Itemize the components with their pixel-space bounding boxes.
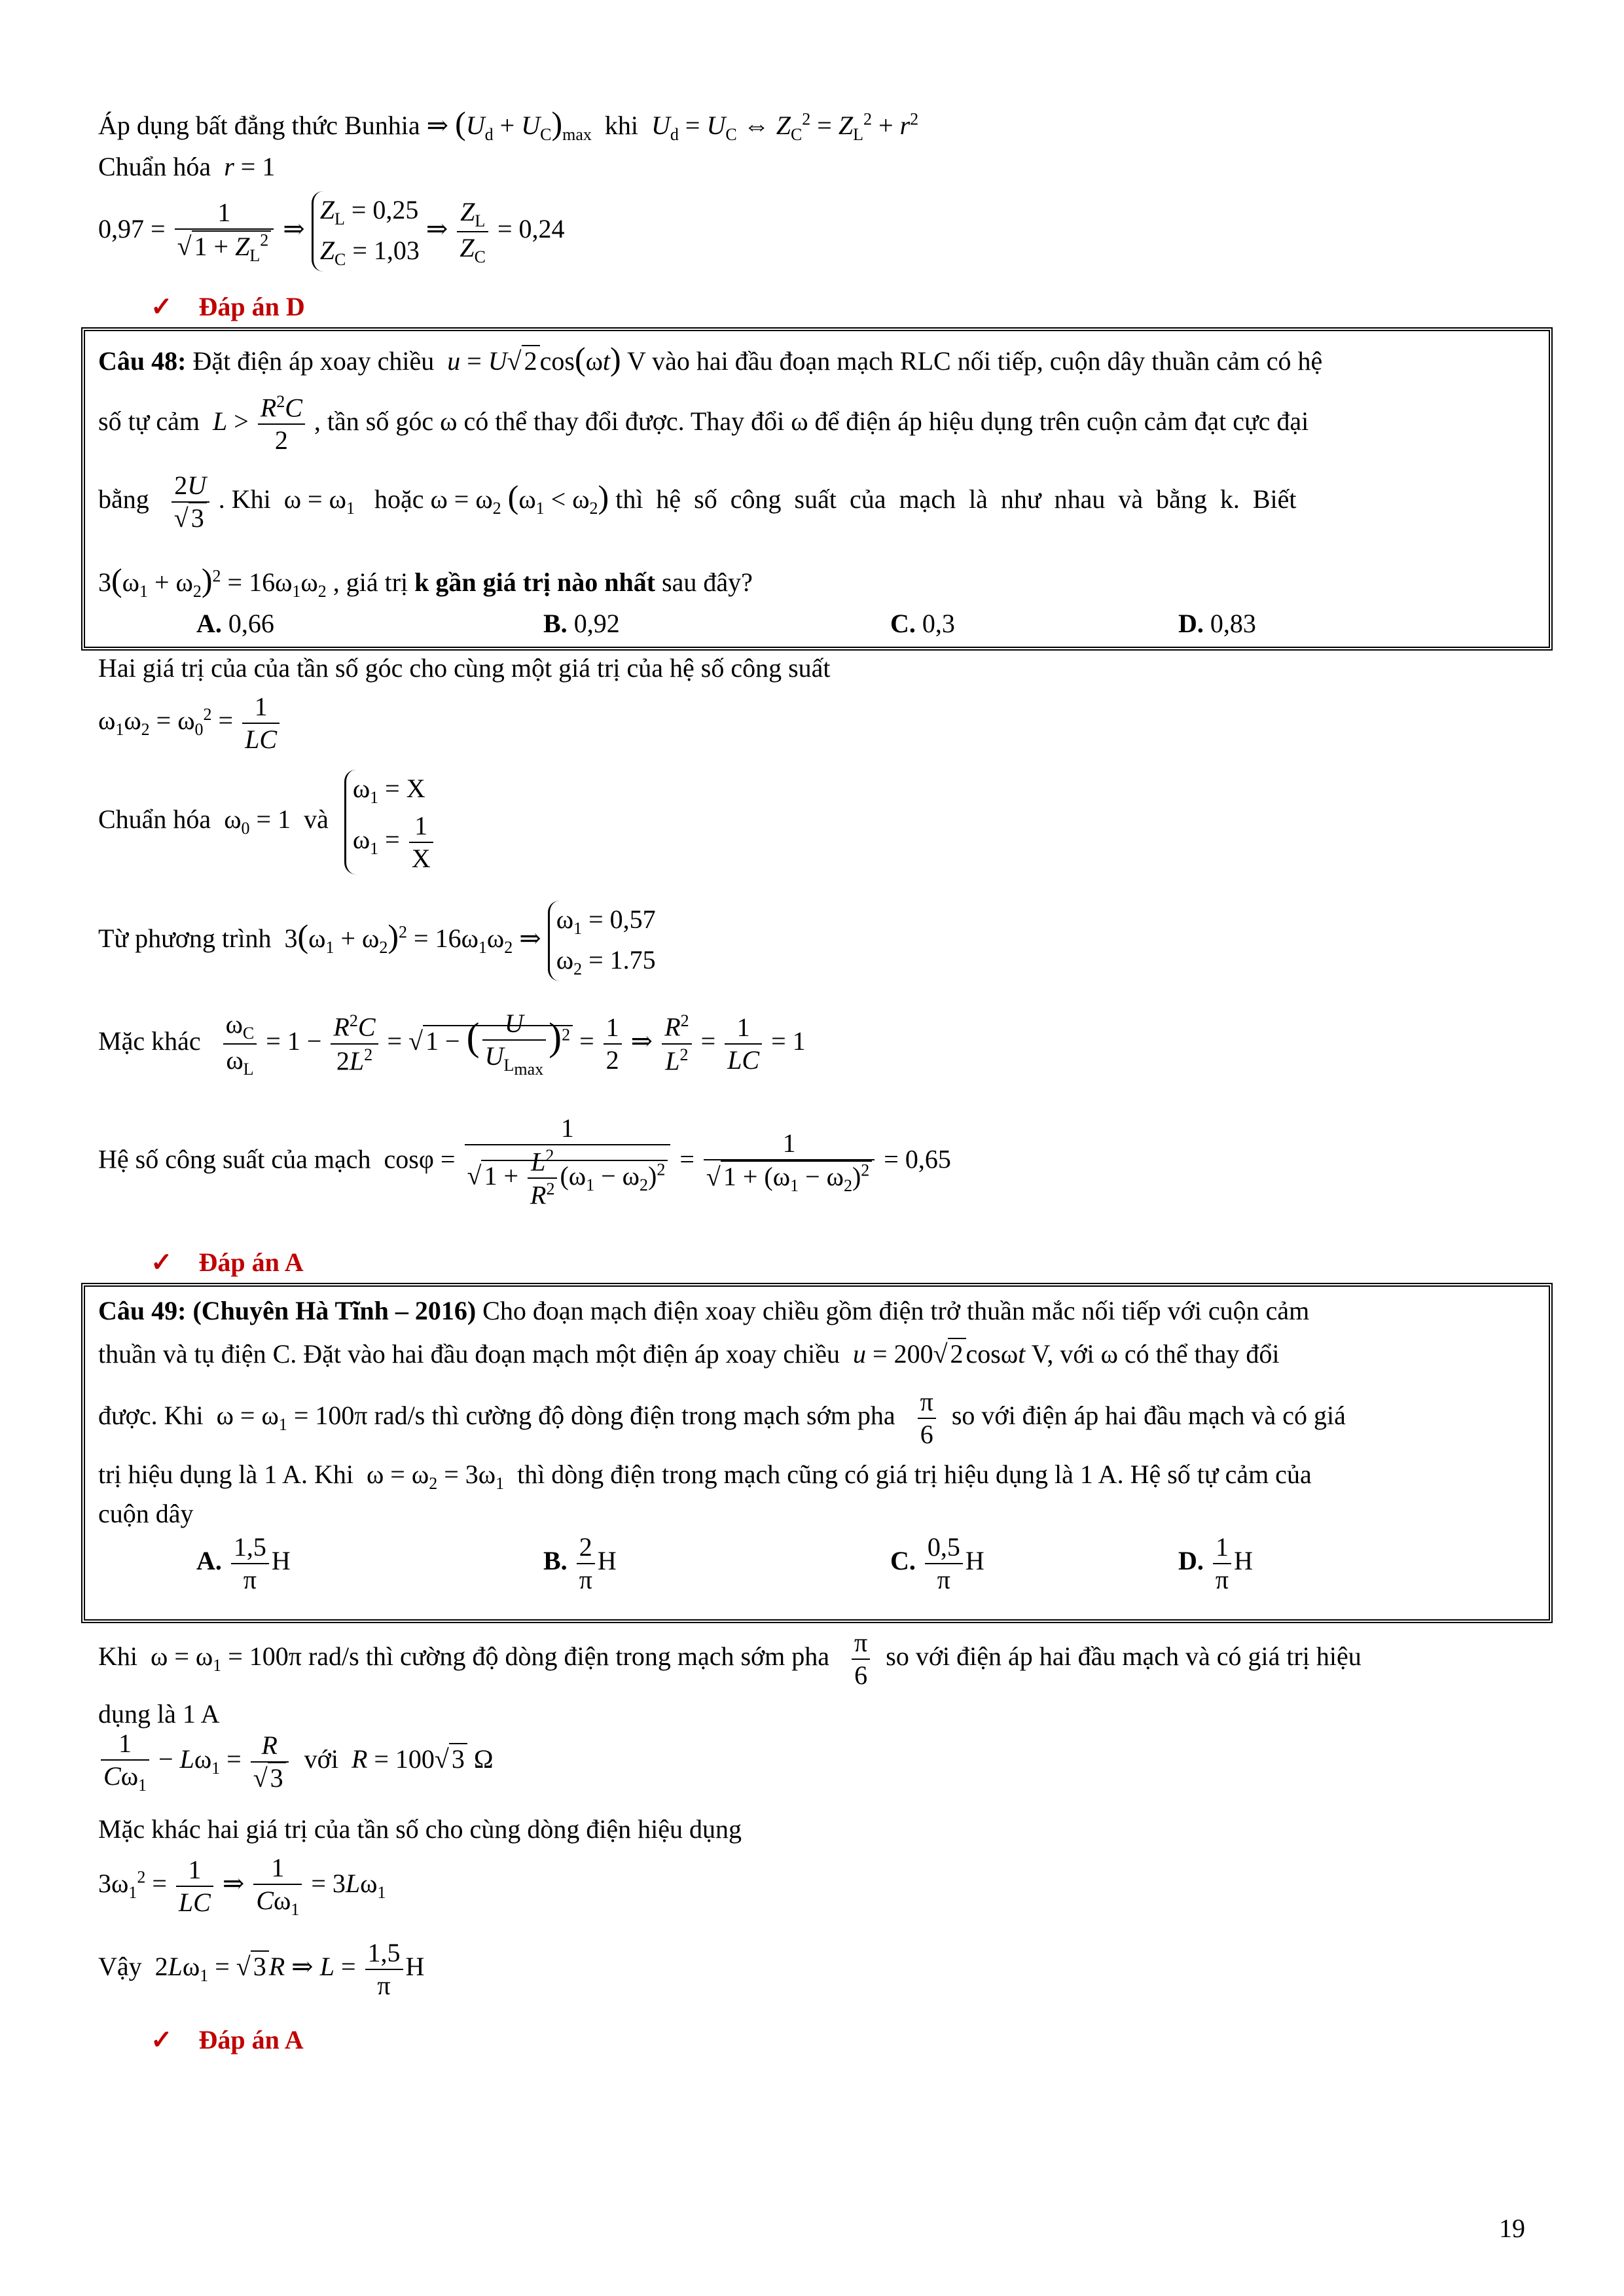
page-number: 19 — [1499, 2214, 1525, 2243]
sol49-line-2: dụng là 1 A — [98, 1699, 220, 1729]
intro-equation: 0,97 = $\frac{1}{√ 1 + Z_L^2}$ ⇒ $Z_L = 0,25$ $Z_C = 1,03$ ⇒ $\frac{Z_L}{Z_C}$ = 0,24 — [98, 191, 565, 272]
q49-line-4: trị hiệu dụng là 1 A. Khi $\omega = \omega_2 = 3\omega_1$ thì dòng điện trong mạch cũng có giá trị hiệu dụng là 1 A. Hệ số tự cảm của — [98, 1460, 1312, 1493]
sol49-answer — [151, 2025, 304, 2055]
sol49-line-1: Khi $\omega = \omega_1 = 100\pi$ rad/s thì cường độ dòng điện trong mạch sớm pha $\frac{\pi}{6}$ so với điện áp hai đầu mạch và có giá trị hiệu — [98, 1628, 1362, 1690]
sol48-line-4: Từ phương trình $3(\omega_1 + \omega_2)^2 = 16\omega_1\omega_2$ ⇒ $\omega_1 = 0,57$ $\omega_2 = 1.75$ — [98, 901, 656, 981]
sol48-line-6: Hệ số công suất của mạch cosφ = 1 √ 1 + $\frac{L^2}{R^2}$ $(\omega_1 - \omega_2)^2$ = $\frac{1}{√ 1 + (\omega_1 - \omega_2)^2}$ = 0,65 — [98, 1113, 951, 1210]
q48-line-3: bằng $\frac{2U}{√ 3}$ . Khi $\omega = \omega_1$ hoặc $\omega = \omega_2$ $(\omega_1 < \omega_2)$ thì hệ số công suất của mạch là như nhau và bằng k. Biết — [98, 471, 1297, 533]
sol48-line-2: $\omega_1\omega_2 = \omega_0^2$ = $\frac{1}{LC}$ — [98, 691, 282, 755]
sol48-line-1: Hai giá trị của của tần số góc cho cùng một giá trị của hệ số công suất — [98, 653, 831, 683]
q49-line-5: cuộn dây — [98, 1499, 194, 1528]
sol49-line-4: Mặc khác hai giá trị của tần số cho cùng dòng điện hiệu dụng — [98, 1814, 742, 1844]
question-49-box — [81, 1283, 1553, 1623]
q49-line-3: được. Khi $\omega = \omega_1 = 100\pi$ rad/s thì cường độ dòng điện trong mạch sớm pha $\frac{\pi}{6}$ so với điện áp hai đầu mạch và có giá — [98, 1387, 1346, 1449]
check-icon: ✓ — [151, 292, 173, 321]
q48-option-a: A. 0,66 — [196, 609, 274, 638]
q48-highlight: k gần giá trị nào nhất — [414, 567, 656, 597]
sol49-line-6: Vậy $2L\omega_1$ = √ 3 R ⇒ L = $\frac{1,5}{\pi}$ H — [98, 1938, 425, 2000]
q48-line-4: $3(\omega_1 + \omega_2)^2 = 16\omega_1\omega_2$ , giá trị k gần giá trị nào nhất sau đây? — [98, 562, 753, 601]
intro-line-2: Chuẩn hóa r = 1 — [98, 152, 276, 181]
q48-line-1: Câu 48: Đặt điện áp xoay chiều u = U√ 2 cos(ωt) V vào hai đầu đoạn mạch RLC nối tiếp, cuộn dây thuần cảm có hệ — [98, 340, 1323, 377]
intro-line-1: Áp dụng bất đẳng thức Bunhia ⇒ $(U_d + U_C)_{max}$ khi $U_d = U_C$ ⇔ $Z_C^2 = Z_L^2 + r^2$ — [98, 105, 919, 144]
answer-label: Đáp án A — [198, 1247, 304, 1277]
check-icon: ✓ — [151, 2025, 173, 2054]
sol48-line-3: Chuẩn hóa $\omega_0 = 1$ và $\omega_1 = X$ $\omega_1$ = $\frac{1}{X}$ — [98, 770, 436, 874]
q49-label: Câu 49: — [98, 1296, 187, 1325]
q49-text: Cho đoạn mạch điện xoay chiều gồm điện trở thuần mắc nối tiếp với cuộn cảm — [476, 1296, 1310, 1325]
q48-label: Câu 48: — [98, 346, 187, 376]
q49-source: (Chuyên Hà Tĩnh – 2016) — [192, 1296, 477, 1325]
answer-label: Đáp án D — [198, 292, 305, 321]
check-icon: ✓ — [151, 1247, 173, 1277]
q49-option-b: B. $\frac{2}{\pi}$ H — [543, 1532, 617, 1594]
q49-option-d: D. $\frac{1}{\pi}$ H — [1178, 1532, 1253, 1594]
q48-option-b: B. 0,92 — [543, 609, 620, 638]
sol48-line-5: Mặc khác $\frac{\omega_C}{\omega_L}$ = 1 − $\frac{R^2C}{2L^2}$ = √ 1 − ( $\frac{U}{U_{L_{max}}}$ )$^2$ = $\frac{1}{2}$ ⇒ $\frac{R^2}{L^2}$ = $\frac{1}{LC}$ = 1 — [98, 1009, 806, 1079]
intro-answer — [151, 292, 305, 322]
q49-option-a: A. $\frac{1,5}{\pi}$ H — [196, 1532, 291, 1594]
q48-line-2: số tự cảm L > $\frac{R^2C}{2}$ , tần số góc ω có thể thay đổi được. Thay đổi ω để điện áp hiệu dụng trên cuộn cảm đạt cực đại — [98, 392, 1309, 456]
q49-option-c: C. $\frac{0,5}{\pi}$ H — [890, 1532, 984, 1594]
answer-label: Đáp án A — [198, 2025, 304, 2054]
sol48-answer — [151, 1247, 304, 1278]
intro-text: Áp dụng bất đẳng thức Bunhia — [98, 111, 420, 140]
q49-line-1 — [98, 1296, 1309, 1326]
q48-tail: sau đây? — [662, 567, 753, 597]
q48-option-d: D. 0,83 — [1178, 609, 1256, 638]
sol49-line-5: $3\omega_1^2$ = $\frac{1}{LC}$ ⇒ $\frac{1}{C\omega_1}$ = $3L\omega_1$ — [98, 1853, 386, 1919]
q48-option-c: C. 0,3 — [890, 609, 955, 638]
sol49-line-3: $\frac{1}{C\omega_1}$ − $L\omega_1$ = $\frac{R}{√ 3}$ với R = 100√ 3 Ω — [98, 1728, 494, 1795]
q49-line-2: thuần và tụ điện C. Đặt vào hai đầu đoạn mạch một điện áp xoay chiều u = 200√ 2 cosωt V, với ω có thể thay đổi — [98, 1339, 1280, 1369]
